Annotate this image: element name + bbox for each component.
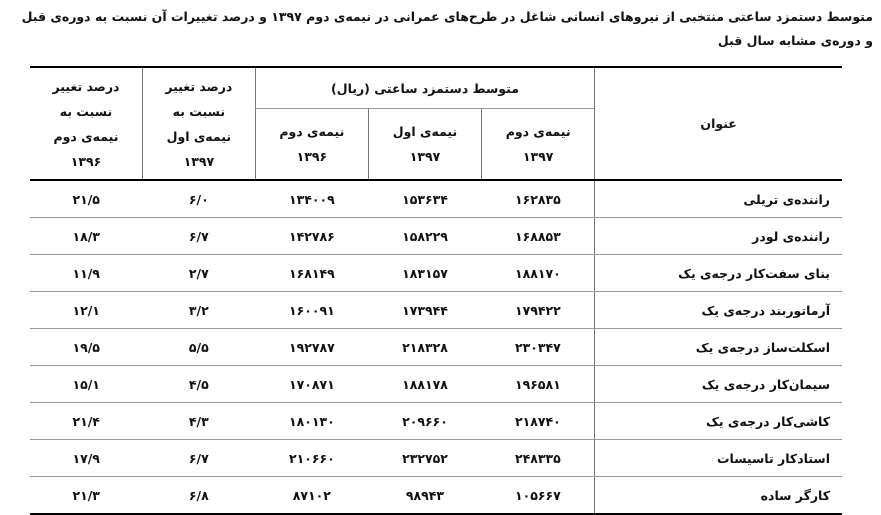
row-title: اسکلت‌ساز درجه‌ی یک <box>595 329 842 366</box>
cell-change-h1: ۴/۳ <box>142 403 255 440</box>
row-title: کاشی‌کار درجه‌ی یک <box>595 403 842 440</box>
cell-h2-1397: ۱۶۲۸۳۵ <box>482 180 595 218</box>
cell-h2-1396: ۱۸۰۱۳۰ <box>255 403 368 440</box>
cell-change-h2: ۱۵/۱ <box>30 366 142 403</box>
cell-change-h1: ۵/۵ <box>142 329 255 366</box>
table-row <box>30 180 842 218</box>
cell-h1-1397: ۱۷۳۹۴۴ <box>368 292 481 329</box>
row-title: سیمان‌کار درجه‌ی یک <box>595 366 842 403</box>
cell-h2-1396: ۱۳۴۰۰۹ <box>255 180 368 218</box>
cell-change-h2: ۲۱/۳ <box>30 477 142 515</box>
header-h2-1397: نیمه‌ی دوم ۱۳۹۷ <box>482 109 595 181</box>
header-wage-group: متوسط دستمزد ساعتی (ریال) <box>255 67 595 109</box>
cell-h1-1397: ۲۱۸۳۲۸ <box>368 329 481 366</box>
cell-change-h2: ۲۱/۴ <box>30 403 142 440</box>
cell-h2-1396: ۱۷۰۸۷۱ <box>255 366 368 403</box>
cell-change-h1: ۶/۷ <box>142 218 255 255</box>
cell-h1-1397: ۱۸۸۱۷۸ <box>368 366 481 403</box>
cell-h2-1397: ۲۴۸۳۳۵ <box>482 440 595 477</box>
row-title: بنای سفت‌کار درجه‌ی یک <box>595 255 842 292</box>
table-row <box>30 292 842 329</box>
wage-table <box>30 66 842 515</box>
header-title: عنوان <box>595 67 842 180</box>
cell-change-h2: ۱۱/۹ <box>30 255 142 292</box>
cell-change-h1: ۶/۷ <box>142 440 255 477</box>
cell-h2-1396: ۱۶۰۰۹۱ <box>255 292 368 329</box>
cell-h2-1396: ۱۴۲۷۸۶ <box>255 218 368 255</box>
cell-change-h2: ۱۹/۵ <box>30 329 142 366</box>
table-row <box>30 477 842 515</box>
header-change-vs-h1-1397: درصد تغییر نسبت به نیمه‌ی اول ۱۳۹۷ <box>142 67 255 180</box>
table-row <box>30 366 842 403</box>
cell-h2-1397: ۱۰۵۶۶۷ <box>482 477 595 515</box>
cell-h2-1397: ۲۳۰۳۴۷ <box>482 329 595 366</box>
cell-h2-1397: ۱۹۶۵۸۱ <box>482 366 595 403</box>
cell-change-h1: ۶/۸ <box>142 477 255 515</box>
row-title: کارگر ساده <box>595 477 842 515</box>
header-h1-1397: نیمه‌ی اول ۱۳۹۷ <box>368 109 481 181</box>
cell-change-h1: ۴/۵ <box>142 366 255 403</box>
row-title: آرماتوربند درجه‌ی یک <box>595 292 842 329</box>
table-row <box>30 329 842 366</box>
row-title: راننده‌ی تریلی <box>595 180 842 218</box>
cell-change-h1: ۶/۰ <box>142 180 255 218</box>
cell-h1-1397: ۱۵۳۶۳۴ <box>368 180 481 218</box>
table-title: متوسط دستمزد ساعتی منتخبی از نیروهای انسانی شاغل در طرح‌های عمرانی در نیمه‌ی دوم ۱۳۹۷ و درصد تغییرات آن نسبت به دوره‌ی قبل و دوره‌ی مشابه سال قبل <box>21 9 873 48</box>
cell-change-h2: ۱۲/۱ <box>30 292 142 329</box>
row-title: راننده‌ی لودر <box>595 218 842 255</box>
table-row <box>30 440 842 477</box>
table-row <box>30 218 842 255</box>
cell-h2-1396: ۲۱۰۶۶۰ <box>255 440 368 477</box>
table-row <box>30 403 842 440</box>
cell-change-h2: ۲۱/۵ <box>30 180 142 218</box>
cell-h1-1397: ۹۸۹۴۳ <box>368 477 481 515</box>
cell-h2-1396: ۱۹۲۷۸۷ <box>255 329 368 366</box>
cell-h1-1397: ۱۸۳۱۵۷ <box>368 255 481 292</box>
header-change-vs-h2-1396: درصد تغییر نسبت به نیمه‌ی دوم ۱۳۹۶ <box>30 67 142 180</box>
cell-h2-1397: ۱۸۸۱۷۰ <box>482 255 595 292</box>
cell-change-h1: ۲/۷ <box>142 255 255 292</box>
cell-h1-1397: ۱۵۸۲۲۹ <box>368 218 481 255</box>
cell-h2-1397: ۲۱۸۷۴۰ <box>482 403 595 440</box>
cell-h2-1397: ۱۷۹۴۲۲ <box>482 292 595 329</box>
cell-change-h1: ۳/۲ <box>142 292 255 329</box>
cell-h2-1397: ۱۶۸۸۵۳ <box>482 218 595 255</box>
cell-h2-1396: ۱۶۸۱۴۹ <box>255 255 368 292</box>
cell-h1-1397: ۲۰۹۶۶۰ <box>368 403 481 440</box>
cell-h2-1396: ۸۷۱۰۲ <box>255 477 368 515</box>
cell-change-h2: ۱۷/۹ <box>30 440 142 477</box>
header-h2-1396: نیمه‌ی دوم ۱۳۹۶ <box>255 109 368 181</box>
cell-h1-1397: ۲۳۲۷۵۲ <box>368 440 481 477</box>
row-title: استادکار تاسیسات <box>595 440 842 477</box>
cell-change-h2: ۱۸/۳ <box>30 218 142 255</box>
table-row <box>30 255 842 292</box>
